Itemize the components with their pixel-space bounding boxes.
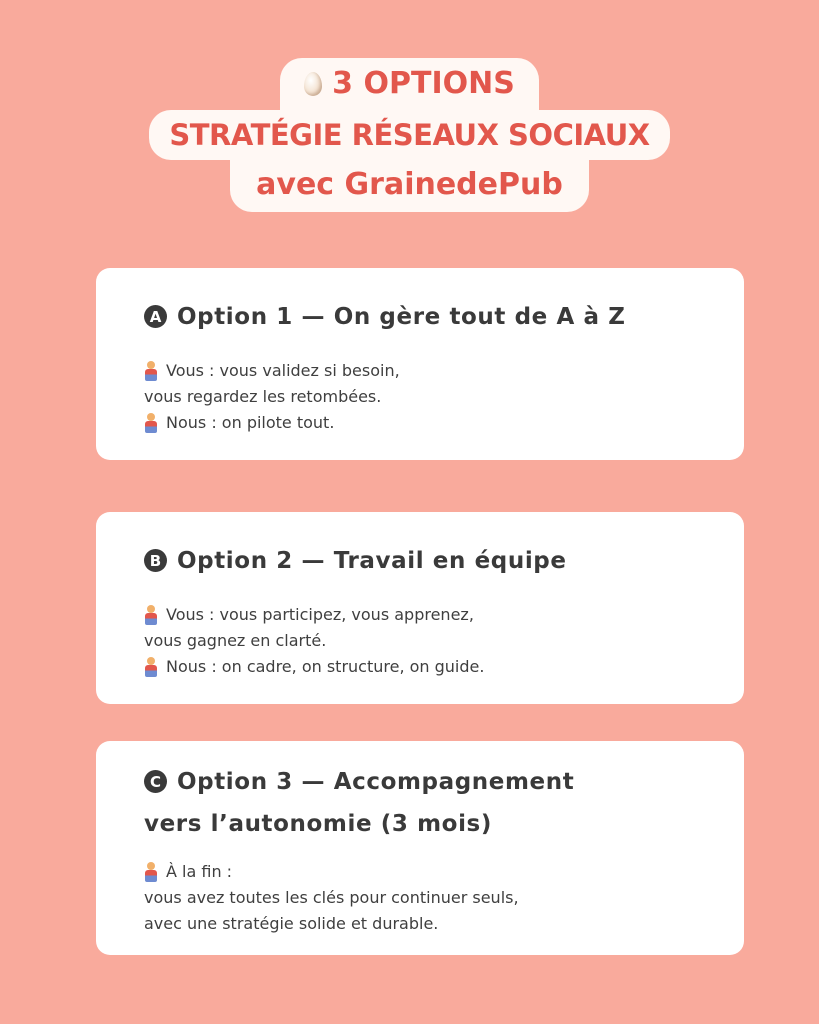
person-icon [144, 605, 158, 625]
option-title-text-3 [144, 761, 575, 845]
header-title-3: avec GrainedePub [230, 160, 589, 212]
option-line [144, 410, 696, 436]
letter-c-badge-icon: C [144, 770, 167, 793]
option-card-1 [96, 268, 744, 460]
option-line-text: À la fin : [166, 862, 233, 881]
letter-a-badge-icon: A [144, 305, 167, 328]
person-icon [144, 657, 158, 677]
option-title-3 [144, 761, 696, 845]
letter-b-badge-icon: B [144, 549, 167, 572]
option-title-2 [144, 540, 696, 582]
header-title-1: 3 OPTIONS [332, 66, 515, 101]
option-line-text: Nous : on pilote tout. [166, 413, 335, 432]
option-line-text: Vous : vous participez, vous apprenez, [166, 605, 474, 624]
option-line [144, 602, 696, 628]
option-card-3 [96, 741, 744, 955]
option-body-2 [144, 602, 696, 680]
header-title-2: STRATÉGIE RÉSEAUX SOCIAUX [149, 110, 669, 160]
option-line [144, 911, 696, 937]
header-line-1 [280, 58, 539, 110]
option-card-2 [96, 512, 744, 704]
option-body-3 [144, 859, 696, 937]
option-title-line-1: Option 3 — Accompagnement [177, 769, 575, 795]
option-title-1 [144, 296, 696, 338]
option-line [144, 654, 696, 680]
option-line-text: vous gagnez en clarté. [144, 631, 327, 650]
option-line [144, 859, 696, 885]
option-line-text: Vous : vous validez si besoin, [166, 361, 400, 380]
person-icon [144, 361, 158, 381]
option-title-line-2: vers l’autonomie (3 mois) [144, 811, 492, 837]
option-line [144, 628, 696, 654]
option-body-1 [144, 358, 696, 436]
option-title-text-1: Option 1 — On gère tout de A à Z [177, 304, 626, 330]
person-icon [144, 862, 158, 882]
header [0, 58, 819, 212]
person-icon [144, 413, 158, 433]
option-line [144, 358, 696, 384]
option-title-text-2: Option 2 — Travail en équipe [177, 548, 567, 574]
option-line-text: avec une stratégie solide et durable. [144, 914, 439, 933]
option-line-text: vous regardez les retombées. [144, 387, 382, 406]
option-line [144, 885, 696, 911]
option-line-text: vous avez toutes les clés pour continuer seuls, [144, 888, 519, 907]
option-line [144, 384, 696, 410]
egg-icon [304, 72, 322, 96]
option-line-text: Nous : on cadre, on structure, on guide. [166, 657, 485, 676]
